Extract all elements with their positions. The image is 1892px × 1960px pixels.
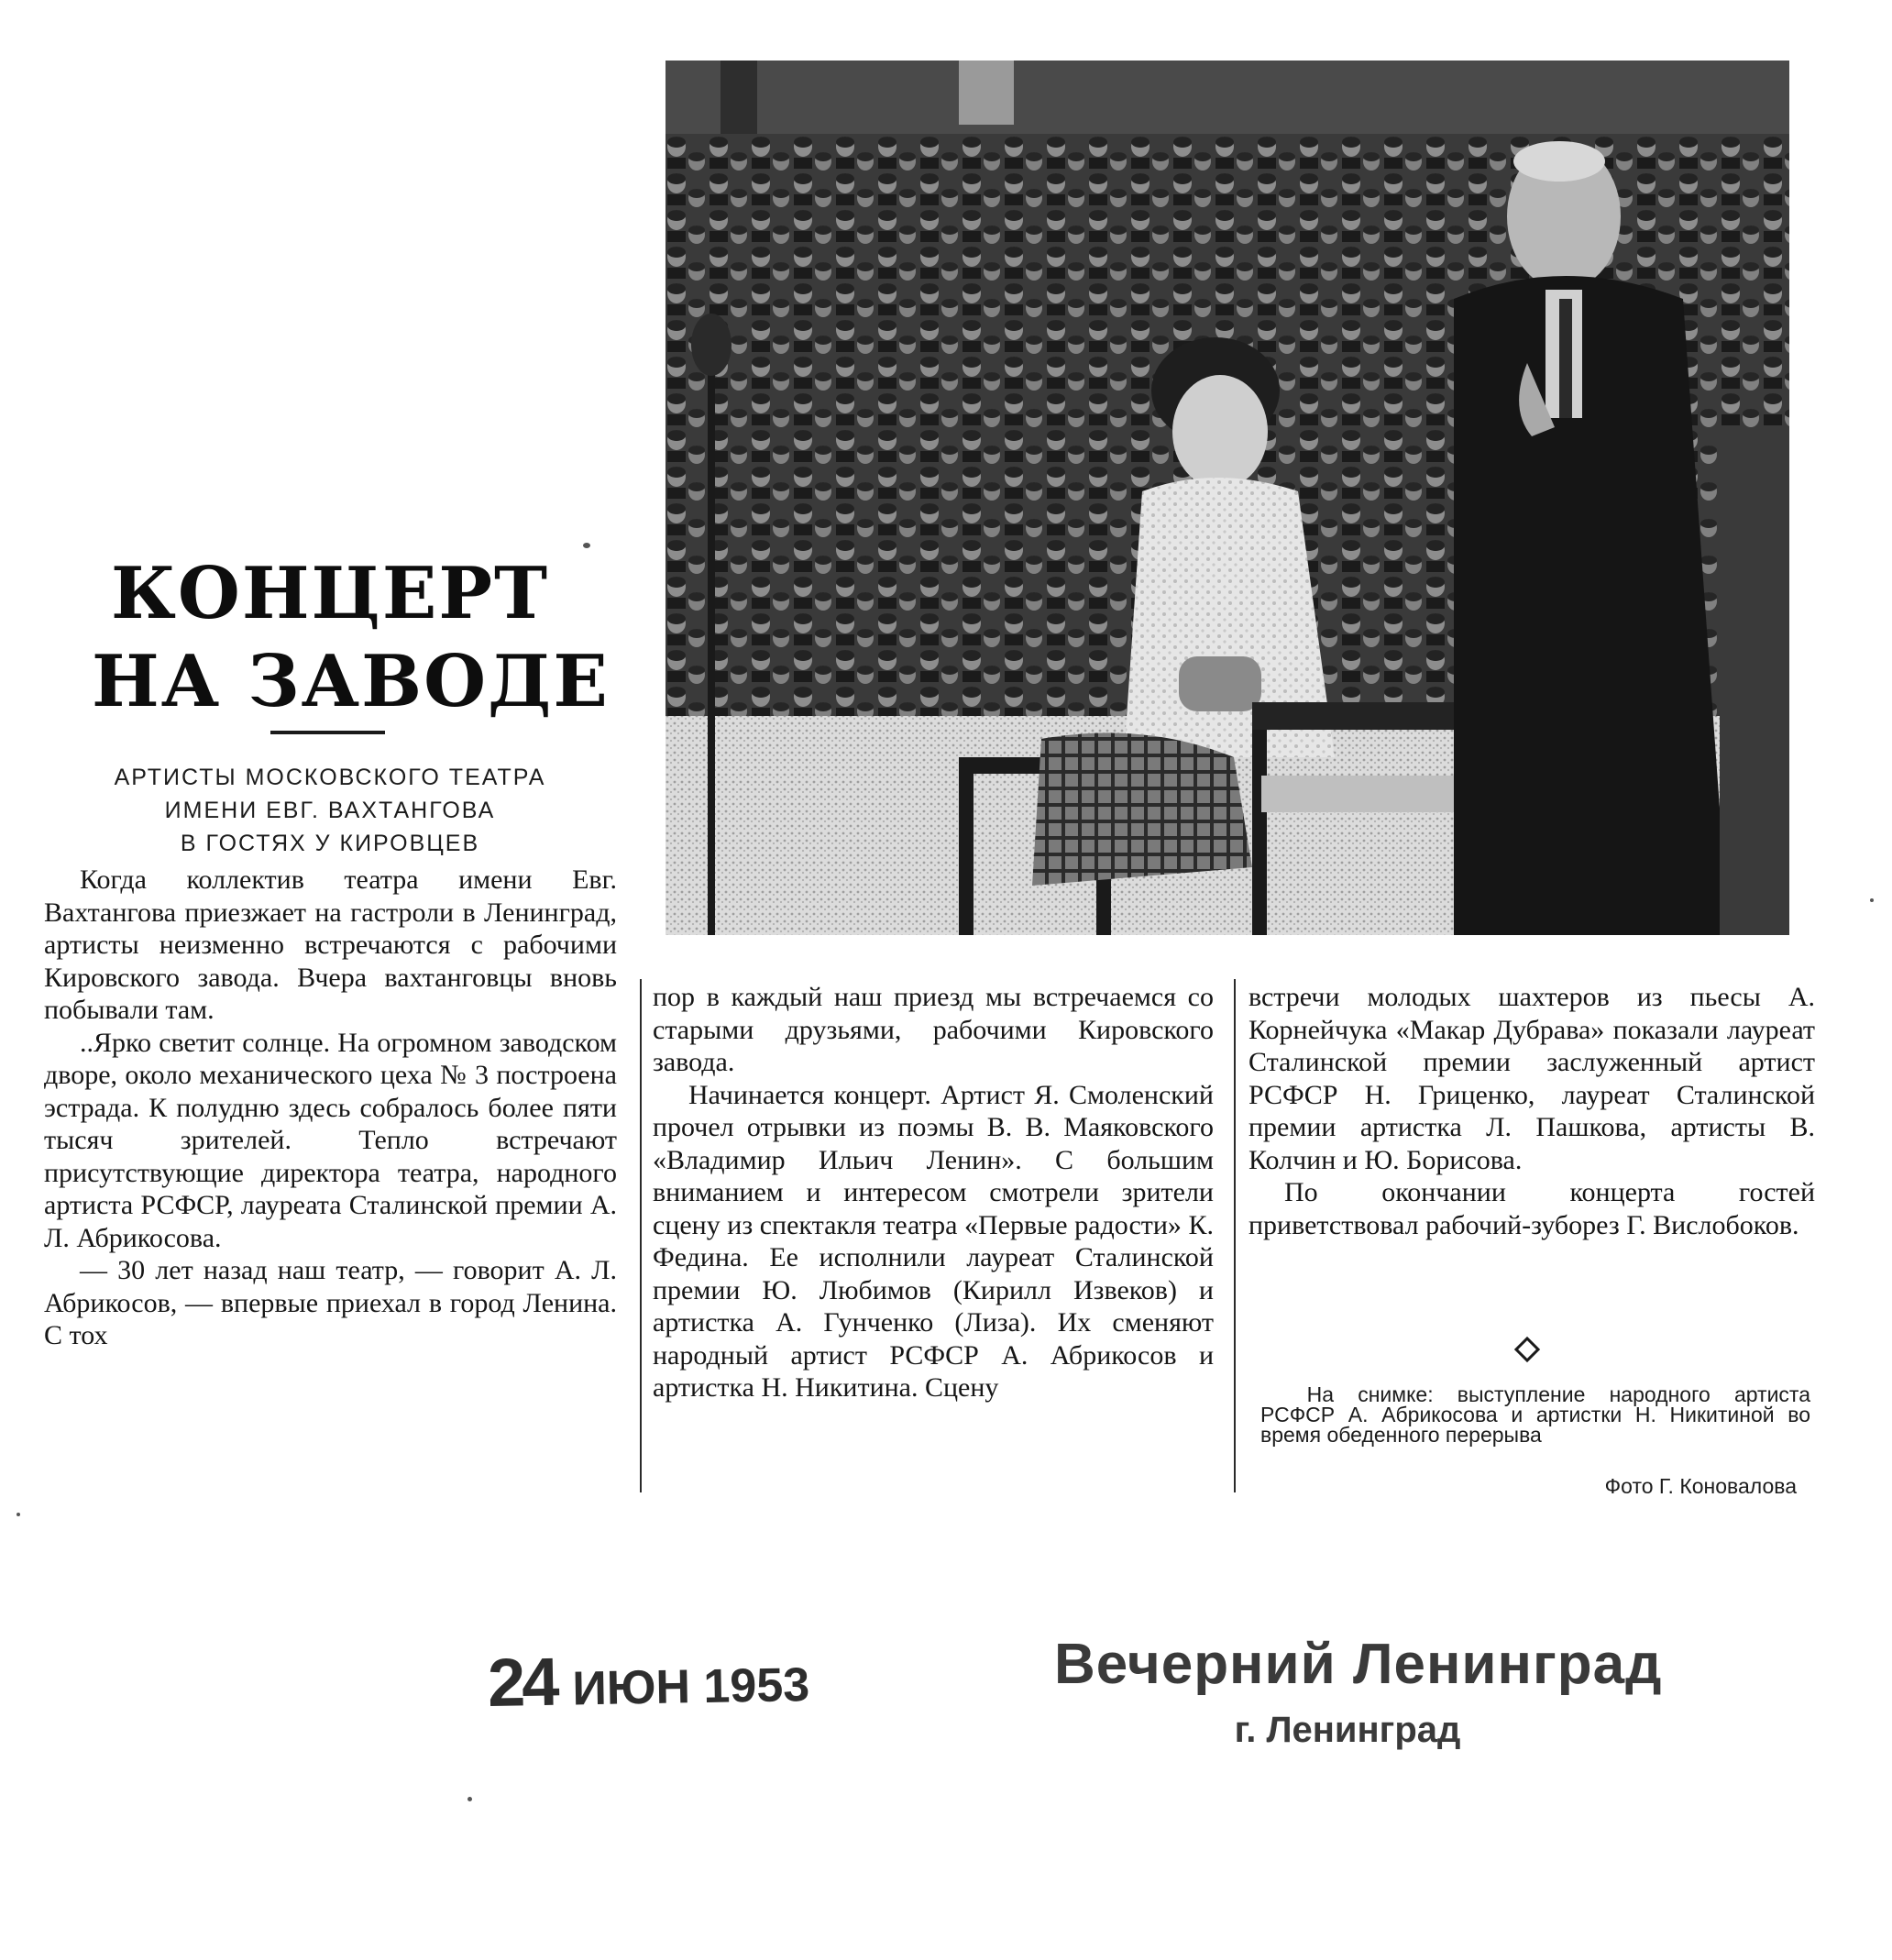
ornament-diamond-icon bbox=[1514, 1337, 1540, 1362]
subheadline-line-1: АРТИСТЫ МОСКОВСКОГО ТЕАТРА bbox=[114, 765, 546, 790]
article-column-1 bbox=[44, 864, 617, 1352]
photo-credit: Фото Г. Коновалова bbox=[1604, 1474, 1797, 1498]
date-stamp bbox=[487, 1638, 809, 1722]
print-speck bbox=[468, 1797, 472, 1801]
article-column-2 bbox=[653, 981, 1214, 1404]
source-stamp-city: г. Ленинград bbox=[1234, 1710, 1461, 1750]
concert-photo bbox=[666, 61, 1789, 935]
print-speck bbox=[1870, 898, 1874, 902]
column-divider bbox=[640, 979, 642, 1492]
headline-rule bbox=[270, 731, 385, 734]
column-divider bbox=[1234, 979, 1236, 1492]
article-paragraph: ..Ярко светит солнце. На огромном заводском дворе, около механического цеха № 3 построена эстрада. К полудню здесь собралось более пяти тысяч зрителей. Тепло встречают присутствующие директора театра, народного артиста РСФСР, лауреата Сталинской премии А. Л. Абрикосова. bbox=[44, 1027, 617, 1253]
date-stamp-month-year: ИЮН 1953 bbox=[571, 1657, 810, 1716]
subheadline-line-3: В ГОСТЯХ У КИРОВЦЕВ bbox=[180, 831, 480, 856]
date-stamp-day: 24 bbox=[487, 1643, 557, 1722]
print-speck bbox=[583, 543, 590, 548]
print-speck bbox=[16, 1513, 20, 1516]
headline bbox=[92, 550, 610, 726]
source-stamp-newspaper: Вечерний Ленинград bbox=[1054, 1633, 1663, 1696]
subheadline bbox=[55, 761, 605, 860]
article-column-3 bbox=[1248, 981, 1815, 1241]
article-paragraph: — 30 лет назад наш театр, — говорит А. Л. Абрикосов, — впервые приехал в город Ленина. С тох bbox=[44, 1255, 617, 1350]
headline-line-2: НА ЗАВОДЕ bbox=[92, 640, 610, 723]
concert-photo-illustration bbox=[666, 61, 1789, 935]
headline-line-1: КОНЦЕРТ bbox=[110, 552, 550, 635]
article-paragraph: встречи молодых шахтеров из пьесы А. Корнейчука «Макар Дубрава» показали лауреат Сталинской премии заслуженный артист РСФСР Н. Гриценко, лауреат Сталинской премии артистка Л. Пашкова, артисты В. Колчин и Ю. Борисова. bbox=[1248, 982, 1815, 1175]
subheadline-line-2: ИМЕНИ ЕВГ. ВАХТАНГОВА bbox=[164, 798, 496, 823]
photo-caption: На снимке: выступление народного артиста РСФСР А. Абрикосова и артистки Н. Никитиной во время обеденного перерыва bbox=[1260, 1382, 1810, 1447]
source-stamp bbox=[1054, 1632, 1663, 1751]
article-paragraph: Когда коллектив театра имени Евг. Вахтангова приезжает на гастроли в Ленинград, артисты неизменно встречаются с рабочими Кировского завода. Вчера вахтанговцы вновь побывали там. bbox=[44, 864, 617, 1025]
article-paragraph: По окончании концерта гостей приветствовал рабочий-зуборез Г. Вислобоков. bbox=[1248, 1177, 1815, 1240]
article-paragraph: пор в каждый наш приезд мы встречаемся со старыми друзьями, рабочими Кировского завода. bbox=[653, 982, 1214, 1077]
article-paragraph: Начинается концерт. Артист Я. Смоленский прочел отрывки из поэмы В. В. Маяковского «Владимир Ильич Ленин». С большим вниманием и интересом смотрели зрители сцену из спектакля театра «Первые радости» К. Федина. Ее исполнили лауреат Сталинской премии Ю. Любимов (Кирилл Извеков) и артистка А. Гунченко (Лиза). Их сменяют народный артист РСФСР А. Абрикосов и артистка Н. Никитина. Сцену bbox=[653, 1079, 1214, 1403]
